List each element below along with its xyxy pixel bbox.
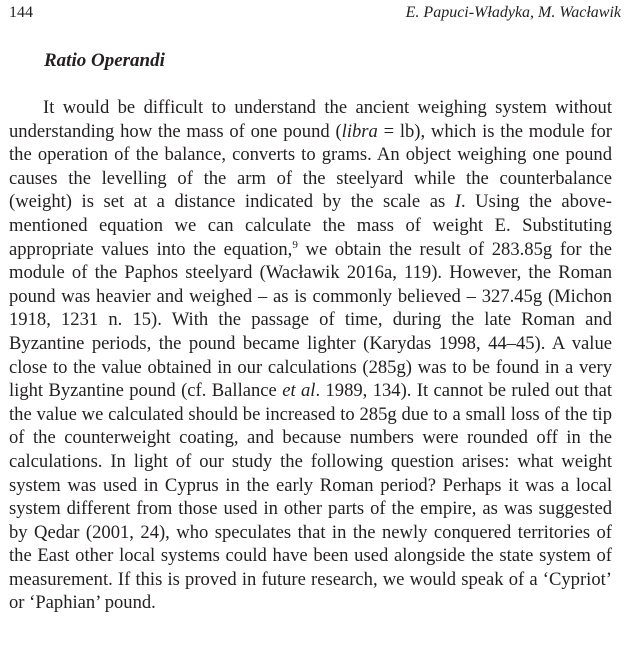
footnote-reference[interactable]: 9	[292, 238, 298, 251]
paragraph-text-4: we obtain the result of 283.85g for the module of the Paphos steelyard (Wacławik 2016a, 119). However, the Roman pound was heavier and weighed – as is commonly believed – 327.45g (Michon 1918, 1231 n. 15). With the passage of time, during the late Roman and Byzantine periods, the pound became lighter (Karydas 1998, 44–45). A value close to the value obtained in our calculations (285g) was to be found in a very light Byzantine pound (cf. Ballance	[9, 238, 613, 402]
paragraph-text-5: . 1989, 134). It cannot be ruled out that the value we calculated should be increased to 285g due to a small loss of the tip of the counterweight coating, and because numbers were rounded off in the calculations. In light of our study the following question arises: what weight system was used in Cyprus in the early Roman period? Perhaps it was a local system different from those used in other parts of the empire, as was suggested by Qedar (2001, 24), who speculates that in the newly conquered territories of the East other local systems could have been used alongside the state system of measurement. If this is proved in future research, we would speak of a ‘Cypriot’ or ‘Paphian’ pound.	[9, 380, 613, 614]
paragraph-text-3: . Using the above-mentioned equation we can calculate the mass of weight E. Substituting appropriate values into the equation,	[9, 191, 612, 260]
page-number: 144	[9, 4, 33, 21]
running-head-authors: E. Papuci-Władyka, M. Wacławik	[405, 4, 621, 21]
paragraph-text-1: It would be difficult to understand the ancient weighing system without understanding how the mass of one pound (	[9, 97, 612, 142]
body-paragraph	[9, 96, 612, 615]
et-al-term: et al	[282, 380, 316, 402]
section-title: Ratio Operandi	[44, 50, 165, 71]
paragraph-text-2: = lb), which is the module for the operation of the balance, converts to grams. An object weighing one pound causes the levelling of the arm of the steelyard while the counterbalance (weight) is set at a distance indicated by the scale as	[9, 120, 612, 213]
scale-symbol: I	[454, 191, 461, 213]
libra-term: libra	[341, 120, 378, 142]
